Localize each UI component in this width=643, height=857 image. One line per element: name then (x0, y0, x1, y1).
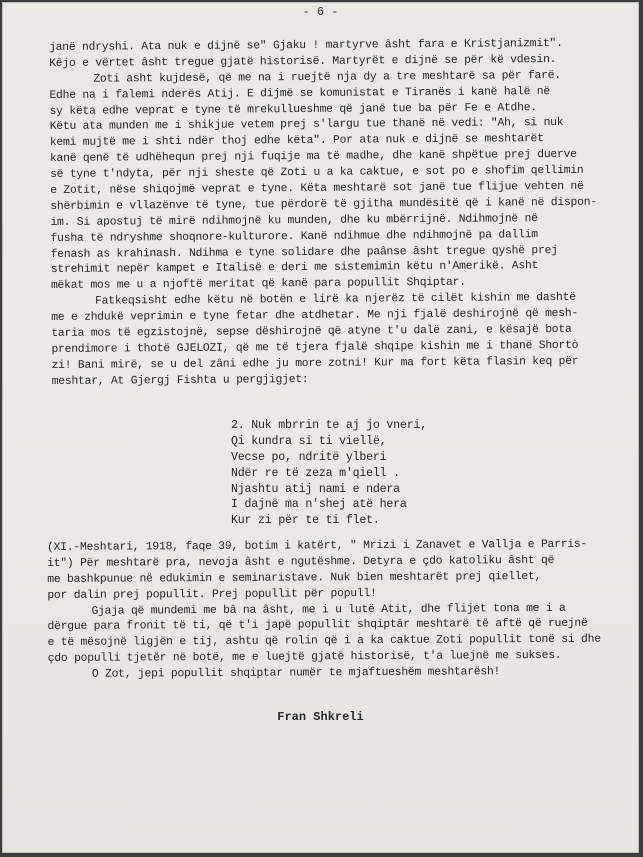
text-line: kanë qenë të udhëhequn prej nji fuqije ma të madhe, dhe kanë shpëtue prej duerve (49, 149, 577, 166)
page-number: - 6 - (302, 5, 339, 19)
text-line: zi! Bani mirë, se u del zâni edhe ju more zotni! Kur ma fort këta flasin keq për (51, 355, 579, 372)
text-line: im. Si apostuj të mirë ndihmojnë ku munden, dhe ku mbërrijnë. Ndihmojnë në (50, 212, 538, 229)
text-line: së tyne t'ndyta, për nji sheste që Zoti u a ka caktue, e sot po e shofim qellimin (50, 164, 584, 182)
poem-line: Kur zi për te ti flet. (231, 514, 380, 528)
text-line: Fatkeqsisht edhe këtu në botën e lirë ka njerëz të cilët kishin me dashtë (95, 292, 576, 308)
text-line: O Zot, jepi popullit shqiptar numër te mjaftueshëm meshtarësh! (91, 666, 501, 681)
text-line: sy këta edhe veprat e tyne të mrekullueshme që janë tue ba për Fe e Atdhe. (49, 101, 537, 118)
text-line: taria mos të egzistojnë, sepse dëshirojnë që atyne t'u dalë zani, e kësajë bota (51, 323, 572, 340)
text-line: fenash as krahinash. Ndihma e tyne solidare dhe paânse âsht tregue qyshë prej (50, 244, 558, 261)
text-line: strehimit nepër kampet e Italisë e deri me sistemimin këtu n'Amerikë. Asht (50, 260, 539, 277)
text-line: me e zhdukë veprimin e tyne fetar dhe atdhetar. Me nji fjalë deshirojnë që mesh- (51, 307, 579, 325)
text-line: kemi mujtë me i shti ndër thoj edhe këta". Por ata nuk e dijnë se meshtarët (49, 133, 544, 150)
text-line: por dalin prej popullit. Prej popullit për popull! (47, 587, 377, 602)
text-line: mëkat mos me u a njoftë meritat që kanë para popullit Shqiptar. (50, 277, 466, 293)
poem-line: 2. Nuk mbrrin te aj jo vneri, (231, 419, 427, 432)
text-line: dërgue para fronit të ti, që t'i japë popullit shqiptâr meshtarë të aftë që ruejnë (47, 618, 588, 634)
document-page (2, 2, 639, 853)
author-signature: Fran Shkreli (277, 710, 364, 724)
text-line: e të mësojnë ligjën e tij, ashtu që rolin që i a ka caktue Zoti popullit tonë si dhe (47, 633, 601, 650)
poem-line: Ndër re të zeza m'qiell . (231, 466, 400, 480)
text-line: fusha të ndryshme shoqnore-kulturore. Kanë ndihmue dhe ndihmojnë pa dallim (50, 228, 538, 245)
poem-quote (231, 418, 427, 529)
text-line: Kêjo e vërtet âsht tregue gjatë historisë. Martyrët e dijnë se për kë vdesin. (49, 53, 557, 70)
poem-line: Njashtu atij nami e ndera (231, 482, 400, 496)
text-line: Edhe na i falemi nderës Atij. E dijmë se komunistat e Tiranës i kanë halë në (49, 85, 550, 102)
text-line: Zoti asht kujdesë, që me na i ruejtë nja dy a tre meshtarë sa për farë. (93, 69, 561, 86)
text-line: çdo populli tjetër në botë, me e luejtë gjatë historisë, t'a luejnë me sukses. (47, 650, 562, 666)
text-line: prendimore i thotë GJELOZI, që me të tjera fjalë shqipe kishin me i thanë Shortò (51, 339, 579, 356)
text-line: janë ndryshi. Ata nuk e dijnë se" Gjaku ! martyrve âsht fara e Kristjanizmit". (49, 37, 563, 54)
poem-line: I dajnë ma n'shej atë hera (231, 498, 407, 512)
body-text-top (45, 36, 628, 390)
text-line: Gjaja që mundemi me bâ na âsht, me i u lutë Atit, dhe flijet tona me i a (91, 602, 566, 618)
text-line: shërbimin e vllazënve të tyne, tue përdorë të gjitha mundësitë që i kanë në dispon- (50, 196, 597, 213)
text-line: it") Për meshtarë pra, nevoja âsht e ngutëshme. Detyra e çdo katoliku âsht që (47, 554, 555, 570)
text-line: e Zotit, nëse shiqojmë veprat e tyne. Këta meshtarë sot janë tue flijue vehten në (50, 180, 584, 197)
text-line: (XI.-Meshtari, 1918, faqe 39, botim i katërt, " Mrizi i Zanavet e Vallja e Parris- (47, 538, 588, 554)
text-line: Këtu ata munden me i shikjue vetem prej s'largu tue thanë në vedi: "Ah, si nuk (49, 117, 564, 134)
body-text-bottom (47, 537, 628, 684)
text-line: meshtar, At Gjergj Fishta u pergjigjet: (51, 373, 309, 388)
poem-line: Vecse po, ndritë ylberi (231, 450, 387, 464)
poem-line: Qi kundra si ti viellë, (231, 434, 387, 448)
text-line: me bashkpunue në edukimin e seminaristave. Nuk bien meshtarët prej qiellet, (47, 570, 542, 586)
